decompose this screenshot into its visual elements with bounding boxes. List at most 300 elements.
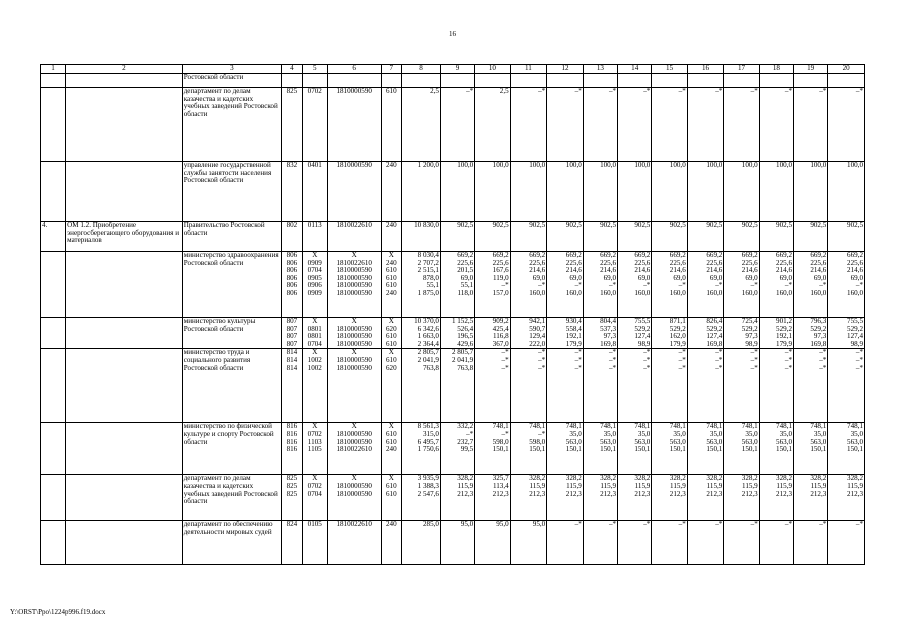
value-cell xyxy=(510,74,547,88)
value-cell xyxy=(618,521,652,565)
cell-value: 0906 xyxy=(307,281,322,290)
value-cell xyxy=(402,318,441,349)
value-cell xyxy=(547,349,584,423)
cell-value: 35,0 xyxy=(603,429,617,438)
value-cell xyxy=(583,475,617,521)
cell-value: 902,5 xyxy=(529,221,546,229)
cell-value: 902,5 xyxy=(776,221,793,229)
cell-value: 807 xyxy=(286,324,298,333)
cell-value: 169,8 xyxy=(810,339,827,348)
value-cell xyxy=(302,222,327,252)
value-cell xyxy=(794,162,828,222)
table-row xyxy=(41,475,865,521)
cell-value: 1810000590 xyxy=(336,273,372,282)
cell-value: 240 xyxy=(385,288,397,297)
value-cell xyxy=(759,318,793,349)
cell-value: 192,1 xyxy=(776,332,793,341)
cell-value: X xyxy=(351,348,357,357)
cell-value: 2 041,9 xyxy=(417,355,439,364)
value-cell xyxy=(547,423,584,475)
value-cell xyxy=(583,162,617,222)
value-cell xyxy=(282,423,303,475)
cell-value: 902,5 xyxy=(706,221,723,229)
cell-value: 100,0 xyxy=(776,161,793,169)
value-cell xyxy=(618,74,652,88)
cell-value: 214,6 xyxy=(529,266,546,275)
cell-value: 529,2 xyxy=(634,324,651,333)
cell-value: 0909 xyxy=(307,288,322,297)
cell-value: 150,1 xyxy=(847,445,863,454)
value-cell xyxy=(510,423,547,475)
value-cell xyxy=(327,475,381,521)
cell-value: 1810000590 xyxy=(336,363,372,372)
cell-value: –* xyxy=(715,363,723,372)
cell-value: 0401 xyxy=(307,161,322,169)
cell-value: –* xyxy=(643,520,651,529)
cell-value: 1810000590 xyxy=(336,324,372,333)
cell-value: –* xyxy=(750,355,758,364)
value-cell xyxy=(828,349,865,423)
column-number: 8 xyxy=(402,65,441,74)
cell-value: –* xyxy=(750,348,758,357)
value-cell xyxy=(828,74,865,88)
cell-value: 69,0 xyxy=(813,273,827,282)
value-cell xyxy=(759,252,793,318)
cell-value: –* xyxy=(784,355,793,364)
cell-value: 127,4 xyxy=(634,332,651,341)
executor-name: управление государственной службы занятости населения Ростовской области xyxy=(182,162,281,222)
cell-value: 35,0 xyxy=(779,429,793,438)
cell-value: 115,9 xyxy=(847,481,863,490)
value-cell xyxy=(282,475,303,521)
cell-value: 160,0 xyxy=(810,288,827,297)
cell-value: 806 xyxy=(286,258,298,267)
value-cell xyxy=(381,349,402,423)
value-cell xyxy=(381,423,402,475)
value-cell xyxy=(583,74,617,88)
value-cell xyxy=(828,475,865,521)
cell-value: –* xyxy=(750,520,758,529)
value-cell xyxy=(475,318,510,349)
cell-value: 225,6 xyxy=(669,258,686,267)
cell-value: 240 xyxy=(385,520,397,529)
cell-value: 115,9 xyxy=(670,481,686,490)
column-number: 15 xyxy=(652,65,687,74)
value-cell xyxy=(759,222,793,252)
cell-value: –* xyxy=(608,355,617,364)
cell-value: 69,0 xyxy=(779,273,793,282)
cell-value: 669,2 xyxy=(492,251,509,259)
cell-value: 0801 xyxy=(307,324,322,333)
cell-value: –* xyxy=(643,281,651,290)
column-number: 4 xyxy=(282,65,303,74)
column-number: 3 xyxy=(182,65,281,74)
cell-value: 563,0 xyxy=(600,437,617,446)
cell-value: X xyxy=(388,348,394,357)
cell-value: 1810000590 xyxy=(336,161,372,169)
cell-value: 97,3 xyxy=(745,332,758,341)
column-number: 13 xyxy=(583,65,617,74)
measure-name xyxy=(66,521,183,565)
value-cell xyxy=(327,222,381,252)
value-cell xyxy=(327,423,381,475)
value-cell xyxy=(794,88,828,162)
value-cell xyxy=(475,423,510,475)
value-cell xyxy=(687,88,724,162)
row-number xyxy=(41,475,66,521)
column-number: 2 xyxy=(66,65,183,74)
cell-value: –* xyxy=(678,520,686,529)
cell-value: 669,2 xyxy=(741,251,758,259)
table-row xyxy=(41,423,865,475)
cell-value: 100,0 xyxy=(847,161,863,169)
value-cell xyxy=(724,423,759,475)
cell-value: 1810000590 xyxy=(336,281,372,290)
cell-value: 100,0 xyxy=(634,161,651,169)
value-cell xyxy=(402,349,441,423)
cell-value: 160,0 xyxy=(847,288,863,297)
cell-value: 0704 xyxy=(307,339,322,348)
column-number: 9 xyxy=(440,65,474,74)
cell-value: 2 041,9 xyxy=(451,355,474,364)
cell-value: 0702 xyxy=(307,87,322,95)
value-cell xyxy=(402,423,441,475)
cell-value: X xyxy=(312,348,318,357)
cell-value: 95,0 xyxy=(460,520,474,529)
measure-name xyxy=(66,349,183,423)
cell-value: –* xyxy=(750,281,758,290)
cell-value: X xyxy=(312,251,318,259)
value-cell xyxy=(475,74,510,88)
cell-value: –* xyxy=(784,281,793,290)
cell-value: 537,3 xyxy=(600,324,617,333)
cell-value: 748,1 xyxy=(634,422,651,431)
cell-value: 99,5 xyxy=(460,445,474,454)
value-cell xyxy=(618,88,652,162)
cell-value: 95,0 xyxy=(496,520,509,529)
cell-value: 160,0 xyxy=(706,288,723,297)
cell-value: 8 561,3 xyxy=(417,422,439,431)
cell-value: 214,6 xyxy=(810,266,827,275)
value-cell xyxy=(381,252,402,318)
cell-value: 100,0 xyxy=(706,161,723,169)
value-cell xyxy=(618,423,652,475)
cell-value: 225,6 xyxy=(492,258,509,267)
value-cell xyxy=(327,521,381,565)
executor-name: министерство культуры Ростовской области xyxy=(182,318,281,349)
column-number-row xyxy=(41,65,865,74)
cell-value: 425,4 xyxy=(492,324,509,333)
cell-value: X xyxy=(312,422,318,431)
value-cell xyxy=(402,162,441,222)
cell-value: 902,5 xyxy=(600,221,617,229)
value-cell xyxy=(402,521,441,565)
cell-value: X xyxy=(312,474,318,483)
cell-value: –* xyxy=(501,355,509,364)
cell-value: X xyxy=(351,422,357,431)
value-cell xyxy=(794,74,828,88)
cell-value: 212,3 xyxy=(492,489,509,498)
cell-value: –* xyxy=(819,363,827,372)
value-cell xyxy=(381,162,402,222)
cell-value: –* xyxy=(608,87,617,95)
cell-value: –* xyxy=(643,363,651,372)
value-cell xyxy=(618,222,652,252)
value-cell xyxy=(475,475,510,521)
cell-value: 69,0 xyxy=(673,273,686,282)
value-cell xyxy=(828,423,865,475)
cell-value: 796,3 xyxy=(810,317,827,325)
cell-value: 816 xyxy=(286,437,298,446)
cell-value: –* xyxy=(855,363,863,372)
cell-value: 116,8 xyxy=(492,332,509,341)
cell-value: 118,0 xyxy=(457,288,474,297)
cell-value: –* xyxy=(819,520,827,529)
cell-value: 35,0 xyxy=(637,429,651,438)
cell-value: 902,5 xyxy=(634,221,651,229)
executor-name: министерство труда и социального развития Ростовской области xyxy=(182,349,281,423)
value-cell xyxy=(475,521,510,565)
cell-value: 328,2 xyxy=(847,474,863,483)
value-cell xyxy=(547,74,584,88)
executor-name: министерство по физической культуре и спорту Ростовской области xyxy=(182,423,281,475)
cell-value: 115,9 xyxy=(566,481,582,490)
cell-value: 225,6 xyxy=(741,258,758,267)
cell-value: 814 xyxy=(286,363,298,372)
cell-value: 902,5 xyxy=(565,221,582,229)
cell-value: –* xyxy=(678,87,686,95)
cell-value: 160,0 xyxy=(529,288,546,297)
value-cell xyxy=(652,475,687,521)
cell-value: –* xyxy=(784,520,793,529)
cell-value: 1 152,5 xyxy=(451,317,474,325)
row-number xyxy=(41,349,66,423)
cell-value: 232,7 xyxy=(457,437,474,446)
cell-value: 169,8 xyxy=(600,339,617,348)
cell-value: –* xyxy=(678,281,686,290)
cell-value: 620 xyxy=(385,324,397,333)
cell-value: 590,7 xyxy=(529,324,546,333)
cell-value: 55,1 xyxy=(426,281,439,290)
cell-value: 6 342,6 xyxy=(417,324,439,333)
cell-value: –* xyxy=(715,355,723,364)
cell-value: 0801 xyxy=(307,332,322,341)
cell-value: 1 663,0 xyxy=(417,332,439,341)
value-cell xyxy=(724,88,759,162)
value-cell xyxy=(440,162,474,222)
column-number: 11 xyxy=(510,65,547,74)
cell-value: 160,0 xyxy=(669,288,686,297)
cell-value: 620 xyxy=(385,363,397,372)
cell-value: –* xyxy=(643,87,651,95)
cell-value: 902,5 xyxy=(847,221,863,229)
cell-value: 1810000590 xyxy=(336,355,372,364)
cell-value: 201,5 xyxy=(457,266,474,275)
cell-value: 212,3 xyxy=(600,489,617,498)
cell-value: 816 xyxy=(286,429,298,438)
cell-value: 2,5 xyxy=(430,87,439,95)
value-cell xyxy=(510,349,547,423)
cell-value: 878,0 xyxy=(422,273,439,282)
column-number: 14 xyxy=(618,65,652,74)
cell-value: –* xyxy=(501,281,509,290)
cell-value: –* xyxy=(819,281,827,290)
cell-value: 214,6 xyxy=(634,266,651,275)
cell-value: 212,3 xyxy=(810,489,827,498)
cell-value: 748,1 xyxy=(669,422,686,431)
measure-name: ОМ 1.2. Приобретение энергосберегающего оборудования и материалов xyxy=(66,222,183,252)
cell-value: 150,1 xyxy=(565,445,582,454)
cell-value: –* xyxy=(608,520,617,529)
cell-value: –* xyxy=(855,87,863,95)
value-cell xyxy=(687,475,724,521)
cell-value: 563,0 xyxy=(634,437,651,446)
cell-value: 2 515,1 xyxy=(417,266,439,275)
cell-value: 725,4 xyxy=(741,317,758,325)
value-cell xyxy=(687,423,724,475)
value-cell xyxy=(724,318,759,349)
value-cell xyxy=(652,222,687,252)
cell-value: 669,2 xyxy=(565,251,582,259)
value-cell xyxy=(724,349,759,423)
value-cell xyxy=(475,88,510,162)
cell-value: 212,3 xyxy=(565,489,582,498)
value-cell xyxy=(282,349,303,423)
cell-value: –* xyxy=(574,363,582,372)
cell-value: 8 030,4 xyxy=(417,251,439,259)
value-cell xyxy=(547,252,584,318)
cell-value: 225,6 xyxy=(847,258,863,267)
cell-value: 214,6 xyxy=(669,266,686,275)
cell-value: 325,7 xyxy=(492,474,509,483)
value-cell xyxy=(583,88,617,162)
value-cell xyxy=(327,318,381,349)
cell-value: 529,2 xyxy=(741,324,758,333)
value-cell xyxy=(510,222,547,252)
cell-value: 871,1 xyxy=(669,317,686,325)
cell-value: 2 364,4 xyxy=(417,339,439,348)
cell-value: –* xyxy=(784,348,793,357)
value-cell xyxy=(402,88,441,162)
value-cell xyxy=(618,475,652,521)
value-cell xyxy=(302,475,327,521)
row-number xyxy=(41,423,66,475)
value-cell xyxy=(618,349,652,423)
cell-value: 901,2 xyxy=(776,317,793,325)
value-cell xyxy=(381,222,402,252)
cell-value: 1810022610 xyxy=(336,445,372,454)
measure-name xyxy=(66,318,183,349)
value-cell xyxy=(794,475,828,521)
cell-value: –* xyxy=(538,281,546,290)
cell-value: 1 750,6 xyxy=(417,445,439,454)
value-cell xyxy=(402,74,441,88)
cell-value: 610 xyxy=(385,489,397,498)
cell-value: 315,0 xyxy=(422,429,439,438)
row-number xyxy=(41,318,66,349)
cell-value: 1810000590 xyxy=(336,339,372,348)
cell-value: –* xyxy=(574,520,582,529)
column-number: 1 xyxy=(41,65,66,74)
value-cell xyxy=(759,162,793,222)
cell-value: 179,9 xyxy=(669,339,686,348)
value-cell xyxy=(547,162,584,222)
value-cell xyxy=(475,222,510,252)
cell-value: 748,1 xyxy=(847,422,863,431)
cell-value: 1810000590 xyxy=(336,481,372,490)
cell-value: 212,3 xyxy=(457,489,474,498)
cell-value: 825 xyxy=(286,489,298,498)
cell-value: 150,1 xyxy=(810,445,827,454)
budget-table xyxy=(40,64,865,565)
cell-value: 328,2 xyxy=(741,474,758,483)
cell-value: 115,9 xyxy=(634,481,651,490)
measure-name xyxy=(66,162,183,222)
value-cell xyxy=(302,74,327,88)
cell-value: –* xyxy=(608,348,617,357)
executor-name: Ростовской области xyxy=(182,74,281,88)
cell-value: 69,0 xyxy=(532,273,546,282)
column-number: 19 xyxy=(794,65,828,74)
cell-value: 100,0 xyxy=(492,161,509,169)
cell-value: 225,6 xyxy=(776,258,793,267)
cell-value: –* xyxy=(466,87,474,95)
cell-value: 285,0 xyxy=(422,520,439,529)
cell-value: 529,2 xyxy=(810,324,827,333)
cell-value: 100,0 xyxy=(457,161,474,169)
value-cell xyxy=(759,88,793,162)
cell-value: –* xyxy=(715,281,723,290)
cell-value: 115,9 xyxy=(457,481,474,490)
value-cell xyxy=(618,318,652,349)
cell-value: 212,3 xyxy=(706,489,723,498)
value-cell xyxy=(618,252,652,318)
cell-value: 824 xyxy=(286,520,298,529)
cell-value: 69,0 xyxy=(569,273,582,282)
cell-value: 802 xyxy=(286,221,298,229)
value-cell xyxy=(583,318,617,349)
value-cell xyxy=(724,162,759,222)
cell-value: 0905 xyxy=(307,273,322,282)
value-cell xyxy=(652,349,687,423)
value-cell xyxy=(440,423,474,475)
value-cell xyxy=(510,318,547,349)
cell-value: 806 xyxy=(286,266,298,275)
cell-value: –* xyxy=(538,348,546,357)
cell-value: 807 xyxy=(286,317,298,325)
cell-value: 100,0 xyxy=(565,161,582,169)
cell-value: 529,2 xyxy=(776,324,793,333)
cell-value: 1103 xyxy=(307,437,322,446)
cell-value: 806 xyxy=(286,281,298,290)
column-number: 12 xyxy=(547,65,584,74)
cell-value: 69,0 xyxy=(709,273,723,282)
cell-value: 225,6 xyxy=(565,258,582,267)
cell-value: 95,0 xyxy=(532,520,546,529)
cell-value: 100,0 xyxy=(529,161,546,169)
cell-value: 160,0 xyxy=(600,288,617,297)
value-cell xyxy=(759,423,793,475)
cell-value: –* xyxy=(855,520,863,529)
value-cell xyxy=(687,521,724,565)
cell-value: 1810000590 xyxy=(336,429,372,438)
value-cell xyxy=(327,88,381,162)
value-cell xyxy=(381,521,402,565)
cell-value: 816 xyxy=(286,422,298,431)
cell-value: 100,0 xyxy=(741,161,758,169)
value-cell xyxy=(381,74,402,88)
cell-value: 0105 xyxy=(307,520,322,529)
